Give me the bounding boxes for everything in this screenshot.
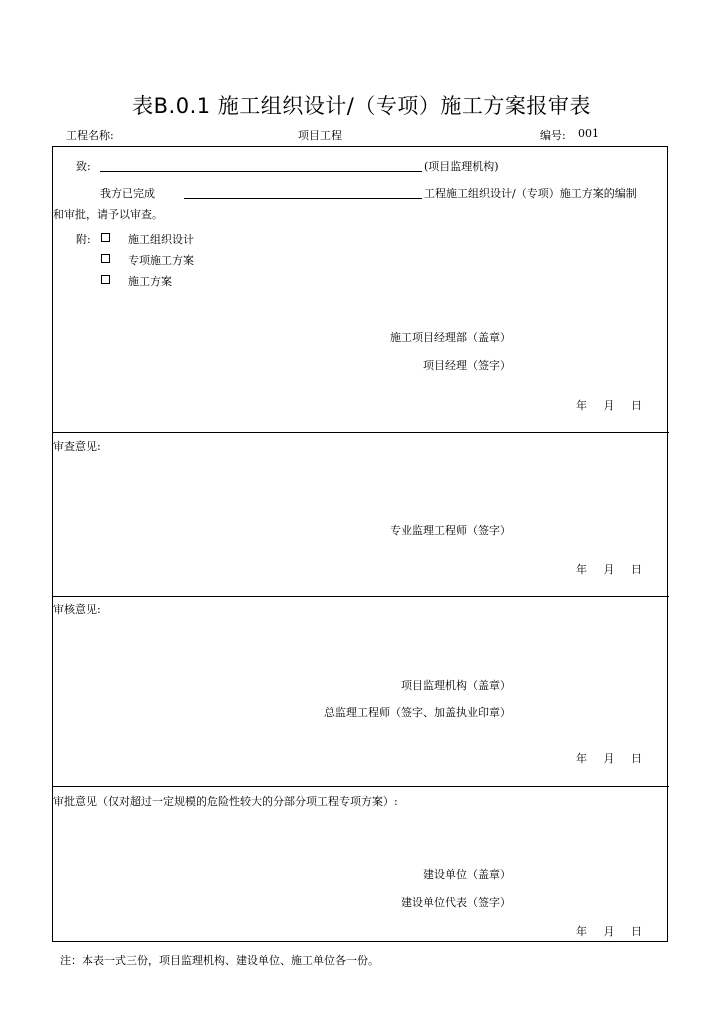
attachment-item: 施工组织设计 [128,233,194,246]
day-label: 日 [631,399,642,412]
day-label: 日 [631,752,642,765]
section-divider [52,596,669,597]
project-name-label: 工程名称: [66,129,114,142]
year-label: 年 [576,563,587,576]
contractor-seal: 施工项目经理部（盖章） [390,331,511,344]
number-value: 001 [578,127,599,140]
project-underline[interactable] [184,198,422,199]
footer-note: 注：本表一式三份，项目监理机构、建设单位、施工单位各一份。 [60,954,379,967]
supervisor-signature: 专业监理工程师（签字） [390,524,511,537]
completed-suffix: 工程施工组织设计/（专项）施工方案的编制 [424,187,637,200]
attachment-item: 施工方案 [128,275,172,288]
month-label: 月 [603,563,615,576]
date-line [576,750,642,766]
project-name-value: 项目工程 [298,129,342,142]
number-label: 编号: [540,129,566,142]
manager-signature: 项目经理（签字） [423,359,511,372]
day-label: 日 [631,563,642,576]
month-label: 月 [603,399,615,412]
to-suffix: (项目监理机构) [424,160,499,173]
checkbox[interactable] [101,254,110,263]
day-label: 日 [631,925,642,938]
form-title: 表B.0.1 施工组织设计/（专项）施工方案报审表 [132,94,591,118]
date-line [576,561,642,577]
checkbox[interactable] [101,233,110,242]
owner-seal: 建设单位（盖章） [423,868,511,881]
section-divider [52,786,669,787]
month-label: 月 [603,925,615,938]
approval-opinion-label: 审批意见（仅对超过一定规模的危险性较大的分部分项工程专项方案）: [53,795,398,808]
chief-supervisor-signature: 总监理工程师（签字、加盖执业印章） [324,706,511,719]
section-divider [52,432,669,433]
year-label: 年 [576,752,587,765]
attachment-item: 专项施工方案 [128,254,194,267]
continuation-text: 和审批，请予以审查。 [53,208,163,221]
year-label: 年 [576,925,587,938]
completed-label: 我方已完成 [100,187,155,200]
to-underline[interactable] [100,171,422,172]
to-label: 致: [76,160,91,173]
month-label: 月 [603,752,615,765]
year-label: 年 [576,399,587,412]
date-line [576,923,642,939]
attachment-label: 附: [76,233,91,246]
date-line [576,397,642,413]
audit-opinion-label: 审核意见: [53,603,101,616]
checkbox[interactable] [101,275,110,284]
review-opinion-label: 审查意见: [53,440,101,453]
supervision-org-seal: 项目监理机构（盖章） [401,679,511,692]
owner-representative-signature: 建设单位代表（签字） [401,896,511,909]
